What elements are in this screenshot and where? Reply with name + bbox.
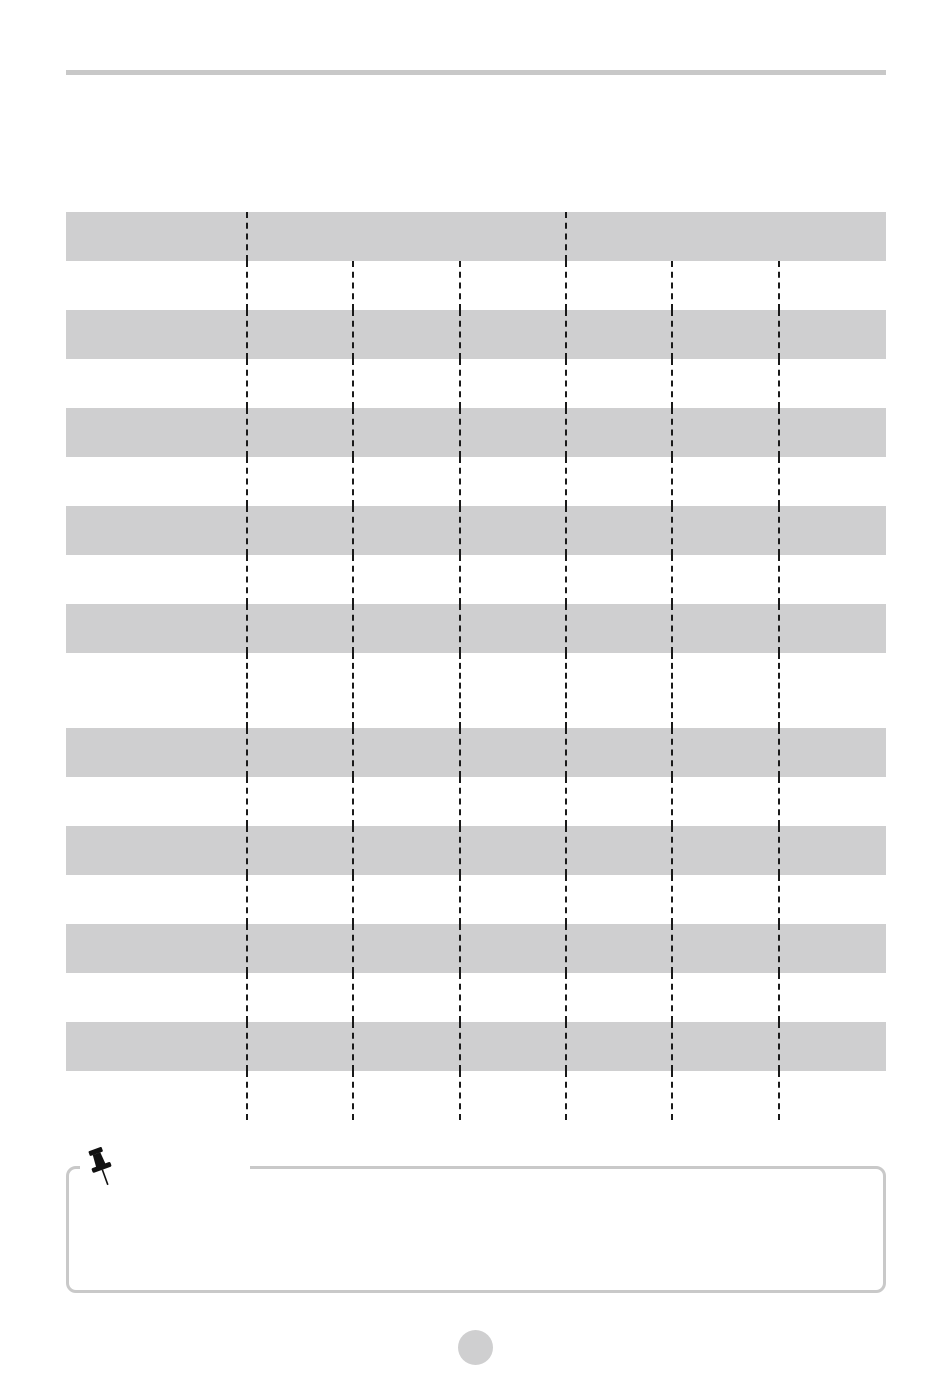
table-cell	[566, 973, 672, 1022]
table-cell	[353, 973, 460, 1022]
table-cell	[353, 604, 460, 653]
column-divider	[352, 408, 354, 457]
column-divider	[778, 875, 780, 924]
table-cell	[353, 875, 460, 924]
column-divider	[246, 457, 248, 506]
table-cell	[247, 310, 353, 359]
column-divider	[352, 875, 354, 924]
column-divider	[246, 653, 248, 728]
column-divider	[565, 653, 567, 728]
column-divider	[246, 212, 248, 261]
column-divider	[778, 777, 780, 826]
column-divider	[352, 973, 354, 1022]
column-divider	[565, 212, 567, 261]
column-divider	[565, 604, 567, 653]
table-cell	[566, 875, 672, 924]
column-divider	[565, 408, 567, 457]
column-divider	[246, 728, 248, 777]
column-divider	[246, 1071, 248, 1120]
column-divider	[565, 875, 567, 924]
column-divider	[246, 408, 248, 457]
column-divider	[352, 1071, 354, 1120]
column-divider	[459, 728, 461, 777]
table-cell	[779, 728, 886, 777]
pushpin-icon	[84, 1144, 118, 1188]
table-cell	[460, 457, 566, 506]
table-cell	[460, 826, 566, 875]
column-divider	[352, 653, 354, 728]
column-divider	[671, 408, 673, 457]
column-divider	[459, 457, 461, 506]
table-cell	[460, 875, 566, 924]
table-cell	[460, 777, 566, 826]
table-cell	[672, 310, 779, 359]
column-divider	[671, 261, 673, 310]
table-cell	[460, 1022, 566, 1071]
table-cell	[779, 604, 886, 653]
table-cell	[353, 1071, 460, 1120]
table-row	[66, 653, 886, 728]
column-divider	[778, 457, 780, 506]
table-cell	[66, 555, 247, 604]
column-divider	[565, 777, 567, 826]
table-cell	[247, 359, 353, 408]
table-cell	[247, 777, 353, 826]
table-cell	[672, 653, 779, 728]
table-cell	[460, 555, 566, 604]
column-divider	[671, 924, 673, 973]
column-divider	[352, 555, 354, 604]
column-divider	[459, 777, 461, 826]
column-divider	[565, 555, 567, 604]
column-divider	[671, 973, 673, 1022]
table-cell	[779, 1022, 886, 1071]
table-cell	[247, 728, 353, 777]
column-divider	[565, 261, 567, 310]
column-divider	[565, 826, 567, 875]
table-cell	[779, 653, 886, 728]
table-cell	[66, 728, 247, 777]
column-divider	[671, 1022, 673, 1071]
column-divider	[671, 359, 673, 408]
column-divider	[246, 261, 248, 310]
table-cell	[353, 408, 460, 457]
table-cell	[247, 1071, 353, 1120]
column-divider	[778, 359, 780, 408]
table-cell	[566, 555, 672, 604]
column-divider	[671, 777, 673, 826]
table-cell	[672, 777, 779, 826]
column-divider	[671, 310, 673, 359]
table-cell	[353, 261, 460, 310]
table-cell	[779, 1071, 886, 1120]
column-divider	[565, 728, 567, 777]
table-cell	[247, 653, 353, 728]
table-cell	[672, 875, 779, 924]
table-row	[66, 973, 886, 1022]
column-divider	[459, 310, 461, 359]
table-header-cell	[66, 212, 247, 261]
table-cell	[66, 359, 247, 408]
table-cell	[460, 359, 566, 408]
table-cell	[460, 408, 566, 457]
table-row	[66, 826, 886, 875]
table-cell	[672, 728, 779, 777]
column-divider	[246, 604, 248, 653]
table-cell	[66, 604, 247, 653]
column-divider	[352, 310, 354, 359]
table-cell	[66, 875, 247, 924]
table-cell	[566, 604, 672, 653]
table-cell	[566, 506, 672, 555]
table-cell	[66, 261, 247, 310]
column-divider	[565, 924, 567, 973]
column-divider	[778, 604, 780, 653]
table-cell	[566, 359, 672, 408]
table-cell	[566, 826, 672, 875]
column-divider	[778, 924, 780, 973]
table-cell	[672, 1071, 779, 1120]
column-divider	[778, 653, 780, 728]
column-divider	[246, 875, 248, 924]
table-cell	[460, 924, 566, 973]
table-cell	[779, 310, 886, 359]
table-cell	[672, 408, 779, 457]
column-divider	[778, 1022, 780, 1071]
table-cell	[66, 408, 247, 457]
table-cell	[353, 777, 460, 826]
header-rule	[66, 70, 886, 75]
column-divider	[565, 1071, 567, 1120]
column-divider	[671, 826, 673, 875]
column-divider	[246, 506, 248, 555]
table-cell	[460, 604, 566, 653]
table-cell	[779, 457, 886, 506]
column-divider	[352, 359, 354, 408]
table-cell	[566, 408, 672, 457]
column-divider	[778, 826, 780, 875]
column-divider	[459, 1022, 461, 1071]
table-cell	[66, 826, 247, 875]
table-row	[66, 728, 886, 777]
column-divider	[565, 359, 567, 408]
table-cell	[566, 261, 672, 310]
column-divider	[778, 310, 780, 359]
table-cell	[66, 506, 247, 555]
column-divider	[246, 777, 248, 826]
table-row	[66, 506, 886, 555]
column-divider	[671, 506, 673, 555]
column-divider	[671, 728, 673, 777]
table-cell	[66, 973, 247, 1022]
table-cell	[779, 555, 886, 604]
column-divider	[352, 457, 354, 506]
column-divider	[671, 457, 673, 506]
table-cell	[779, 826, 886, 875]
column-divider	[352, 1022, 354, 1071]
table-cell	[247, 604, 353, 653]
table-cell	[353, 310, 460, 359]
table-cell	[779, 777, 886, 826]
column-divider	[671, 555, 673, 604]
column-divider	[459, 653, 461, 728]
column-divider	[246, 310, 248, 359]
table-cell	[672, 261, 779, 310]
table-cell	[247, 555, 353, 604]
table-cell	[566, 728, 672, 777]
spec-table	[66, 212, 886, 1120]
column-divider	[352, 777, 354, 826]
table-cell	[460, 728, 566, 777]
table-row	[66, 555, 886, 604]
column-divider	[459, 261, 461, 310]
column-divider	[671, 653, 673, 728]
table-cell	[566, 1022, 672, 1071]
column-divider	[459, 875, 461, 924]
table-cell	[672, 506, 779, 555]
table-cell	[353, 506, 460, 555]
table-cell	[566, 653, 672, 728]
column-divider	[246, 1022, 248, 1071]
column-divider	[459, 408, 461, 457]
table-cell	[672, 973, 779, 1022]
column-divider	[671, 1071, 673, 1120]
table-row	[66, 457, 886, 506]
table-cell	[353, 555, 460, 604]
table-cell	[353, 1022, 460, 1071]
column-divider	[246, 359, 248, 408]
column-divider	[246, 555, 248, 604]
table-row	[66, 359, 886, 408]
table-row	[66, 408, 886, 457]
table-cell	[247, 875, 353, 924]
column-divider	[459, 604, 461, 653]
column-divider	[778, 1071, 780, 1120]
table-cell	[247, 924, 353, 973]
column-divider	[459, 924, 461, 973]
table-cell	[672, 604, 779, 653]
table-header-cell	[247, 212, 566, 261]
table-cell	[779, 506, 886, 555]
table-cell	[353, 359, 460, 408]
table-cell	[566, 1071, 672, 1120]
table-cell	[247, 457, 353, 506]
table-cell	[779, 973, 886, 1022]
table-row	[66, 1071, 886, 1120]
column-divider	[352, 604, 354, 653]
column-divider	[565, 1022, 567, 1071]
column-divider	[778, 728, 780, 777]
column-divider	[778, 555, 780, 604]
table-cell	[779, 875, 886, 924]
table-cell	[566, 310, 672, 359]
table-cell	[672, 359, 779, 408]
table-cell	[566, 924, 672, 973]
column-divider	[778, 261, 780, 310]
column-divider	[671, 604, 673, 653]
table-header-row	[66, 212, 886, 261]
column-divider	[671, 875, 673, 924]
table-cell	[566, 457, 672, 506]
table-cell	[460, 653, 566, 728]
table-cell	[353, 653, 460, 728]
column-divider	[565, 973, 567, 1022]
table-cell	[66, 924, 247, 973]
column-divider	[459, 826, 461, 875]
column-divider	[565, 457, 567, 506]
table-cell	[460, 973, 566, 1022]
table-cell	[247, 408, 353, 457]
table-cell	[353, 457, 460, 506]
column-divider	[459, 506, 461, 555]
column-divider	[565, 310, 567, 359]
column-divider	[459, 555, 461, 604]
table-cell	[779, 359, 886, 408]
column-divider	[246, 826, 248, 875]
table-row	[66, 310, 886, 359]
note-box	[66, 1166, 886, 1293]
table-cell	[460, 261, 566, 310]
table-cell	[779, 261, 886, 310]
table-cell	[247, 506, 353, 555]
table-cell	[779, 924, 886, 973]
column-divider	[352, 506, 354, 555]
column-divider	[778, 408, 780, 457]
column-divider	[459, 1071, 461, 1120]
table-cell	[460, 310, 566, 359]
table-cell	[66, 777, 247, 826]
table-row	[66, 777, 886, 826]
table-cell	[66, 1071, 247, 1120]
column-divider	[459, 973, 461, 1022]
table-cell	[247, 261, 353, 310]
table-cell	[460, 506, 566, 555]
column-divider	[352, 728, 354, 777]
column-divider	[352, 261, 354, 310]
table-cell	[353, 728, 460, 777]
table-cell	[66, 457, 247, 506]
table-row	[66, 1022, 886, 1071]
table-header-cell	[566, 212, 886, 261]
table-cell	[353, 826, 460, 875]
page-number-badge	[458, 1330, 493, 1365]
column-divider	[778, 973, 780, 1022]
column-divider	[565, 506, 567, 555]
table-row	[66, 875, 886, 924]
table-cell	[672, 924, 779, 973]
table-cell	[460, 1071, 566, 1120]
table-cell	[672, 826, 779, 875]
table-cell	[672, 555, 779, 604]
table-cell	[672, 457, 779, 506]
table-row	[66, 604, 886, 653]
column-divider	[352, 826, 354, 875]
table-cell	[779, 408, 886, 457]
table-cell	[247, 973, 353, 1022]
column-divider	[778, 506, 780, 555]
column-divider	[246, 973, 248, 1022]
table-cell	[66, 653, 247, 728]
column-divider	[352, 924, 354, 973]
column-divider	[246, 924, 248, 973]
table-cell	[247, 826, 353, 875]
table-cell	[66, 1022, 247, 1071]
table-cell	[566, 777, 672, 826]
table-row	[66, 924, 886, 973]
table-cell	[247, 1022, 353, 1071]
table-cell	[66, 310, 247, 359]
table-cell	[672, 1022, 779, 1071]
column-divider	[459, 359, 461, 408]
table-cell	[353, 924, 460, 973]
table-row	[66, 261, 886, 310]
